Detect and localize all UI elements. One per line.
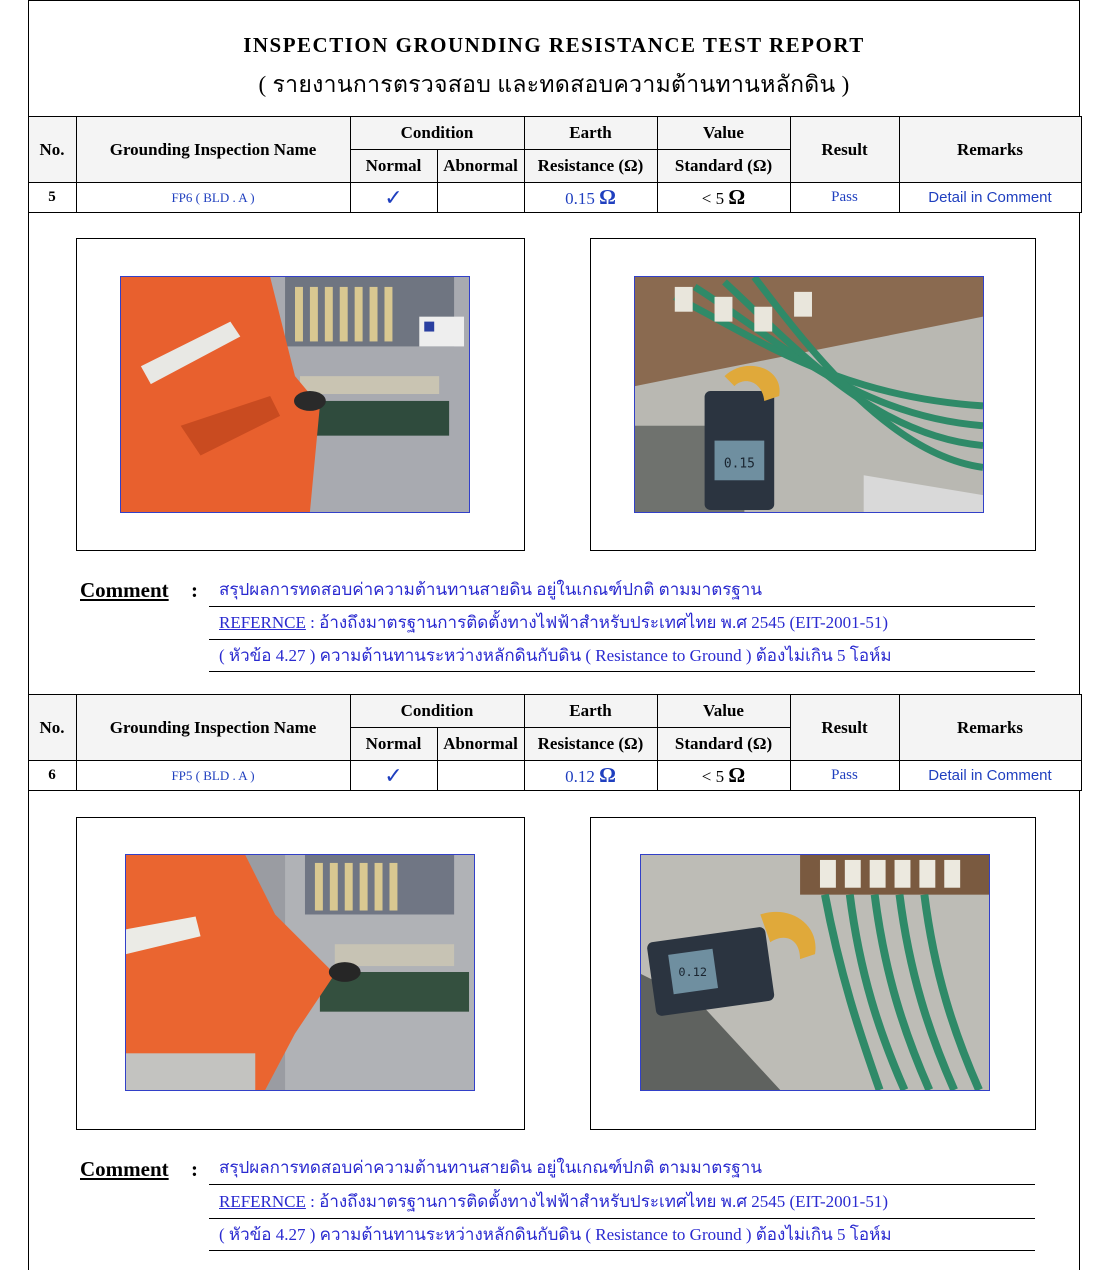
entry-number: 5 xyxy=(28,183,76,213)
table-row xyxy=(28,183,1081,213)
report-subtitle: ( รายงานการตรวจสอบ และทดสอบความต้านทานหลักดิน ) xyxy=(258,72,850,97)
ohm-symbol: Ω xyxy=(599,763,616,787)
clamp-meter-reading-0.12-photo xyxy=(640,854,990,1091)
reference-text: : อ้างถึงมาตรฐานการติดตั้งทางไฟฟ้าสำหรับประเทศไทย พ.ศ 2545 (EIT-2001-51) xyxy=(305,1192,888,1211)
comment-summary-line: สรุปผลการทดสอบค่าความต้านทานสายดิน อยู่ในเกณฑ์ปกติ ตามมาตรฐาน xyxy=(209,576,1035,607)
comment-summary-line: สรุปผลการทดสอบค่าความต้านทานสายดิน อยู่ในเกณฑ์ปกติ ตามมาตรฐาน xyxy=(209,1154,1035,1185)
header-standard: Standard (Ω) xyxy=(657,150,790,183)
photo-frame-left xyxy=(76,238,525,551)
comment-reference-line xyxy=(209,1185,1035,1219)
header-standard: Standard (Ω) xyxy=(657,728,790,761)
header-remarks: Remarks xyxy=(899,695,1081,761)
entry-number: 6 xyxy=(28,761,76,791)
resistance-value: 0.12 xyxy=(565,767,595,786)
header-normal: Normal xyxy=(350,150,437,183)
photo-frame-right xyxy=(590,817,1036,1130)
header-resistance: Resistance (Ω) xyxy=(524,150,657,183)
header-name: Grounding Inspection Name xyxy=(76,117,350,183)
remarks-value: Detail in Comment xyxy=(899,761,1081,791)
photo-frame-left xyxy=(76,817,525,1130)
resistance-value-cell xyxy=(524,761,657,791)
header-normal: Normal xyxy=(350,728,437,761)
comment-label: Comment xyxy=(80,578,169,602)
abnormal-cell xyxy=(437,183,524,213)
comment-label: Comment xyxy=(80,1157,169,1181)
result-value: Pass xyxy=(790,761,899,791)
comment-reference-line xyxy=(209,607,1035,640)
ohm-symbol: Ω xyxy=(728,763,746,787)
resistance-value: 0.15 xyxy=(565,189,595,208)
photo-frame-right xyxy=(590,238,1036,551)
header-no: No. xyxy=(28,695,76,761)
reference-text: : อ้างถึงมาตรฐานการติดตั้งทางไฟฟ้าสำหรับประเทศไทย พ.ศ 2545 (EIT-2001-51) xyxy=(305,613,888,632)
remarks-value: Detail in Comment xyxy=(899,183,1081,213)
comment-colon: : xyxy=(191,1157,198,1181)
result-value: Pass xyxy=(790,183,899,213)
result-table-entry-6 xyxy=(28,694,1082,791)
normal-cell xyxy=(350,761,437,791)
header-value: Value xyxy=(657,117,790,150)
header-result: Result xyxy=(790,695,899,761)
clamp-meter-reading-0.15-photo xyxy=(634,276,984,513)
header-name: Grounding Inspection Name xyxy=(76,695,350,761)
ohm-symbol: Ω xyxy=(599,185,616,209)
header-resistance: Resistance (Ω) xyxy=(524,728,657,761)
header-no: No. xyxy=(28,117,76,183)
technician-measuring-panel-photo xyxy=(120,276,470,513)
report-title: INSPECTION GROUNDING RESISTANCE TEST REPORT xyxy=(243,33,865,57)
abnormal-cell xyxy=(437,761,524,791)
svg-text:0.15: 0.15 xyxy=(723,456,755,472)
table-row xyxy=(28,761,1081,791)
header-result: Result xyxy=(790,117,899,183)
normal-cell xyxy=(350,183,437,213)
report-page xyxy=(28,0,1080,1270)
reference-key: REFERNCE xyxy=(219,613,306,632)
standard-value-cell xyxy=(657,761,790,791)
report-header xyxy=(29,1,1079,117)
result-table-entry-5 xyxy=(28,116,1082,213)
standard-value: < 5 xyxy=(701,767,725,786)
ohm-symbol: Ω xyxy=(728,185,746,209)
header-remarks: Remarks xyxy=(899,117,1081,183)
header-condition: Condition xyxy=(350,695,524,728)
header-abnormal: Abnormal xyxy=(437,150,524,183)
header-condition: Condition xyxy=(350,117,524,150)
header-abnormal: Abnormal xyxy=(437,728,524,761)
reference-key: REFERNCE xyxy=(219,1192,306,1211)
check-icon: ✓ xyxy=(384,762,403,788)
resistance-value-cell xyxy=(524,183,657,213)
comment-standard-line: ( หัวข้อ 4.27 ) ความต้านทานระหว่างหลักดินกับดิน ( Resistance to Ground ) ต้องไม่เกิน 5 โอห์ม xyxy=(209,1219,1035,1251)
inspection-name: FP6 ( BLD . A ) xyxy=(76,183,350,213)
comment-colon: : xyxy=(191,578,198,602)
standard-value: < 5 xyxy=(701,189,725,208)
standard-value-cell xyxy=(657,183,790,213)
technician-measuring-panel-photo xyxy=(125,854,475,1091)
header-earth: Earth xyxy=(524,695,657,728)
header-value: Value xyxy=(657,695,790,728)
check-icon: ✓ xyxy=(384,184,403,210)
header-earth: Earth xyxy=(524,117,657,150)
inspection-name: FP5 ( BLD . A ) xyxy=(76,761,350,791)
comment-standard-line: ( หัวข้อ 4.27 ) ความต้านทานระหว่างหลักดินกับดิน ( Resistance to Ground ) ต้องไม่เกิน 5 โอห์ม xyxy=(209,640,1035,672)
svg-text:0.12: 0.12 xyxy=(678,964,708,979)
